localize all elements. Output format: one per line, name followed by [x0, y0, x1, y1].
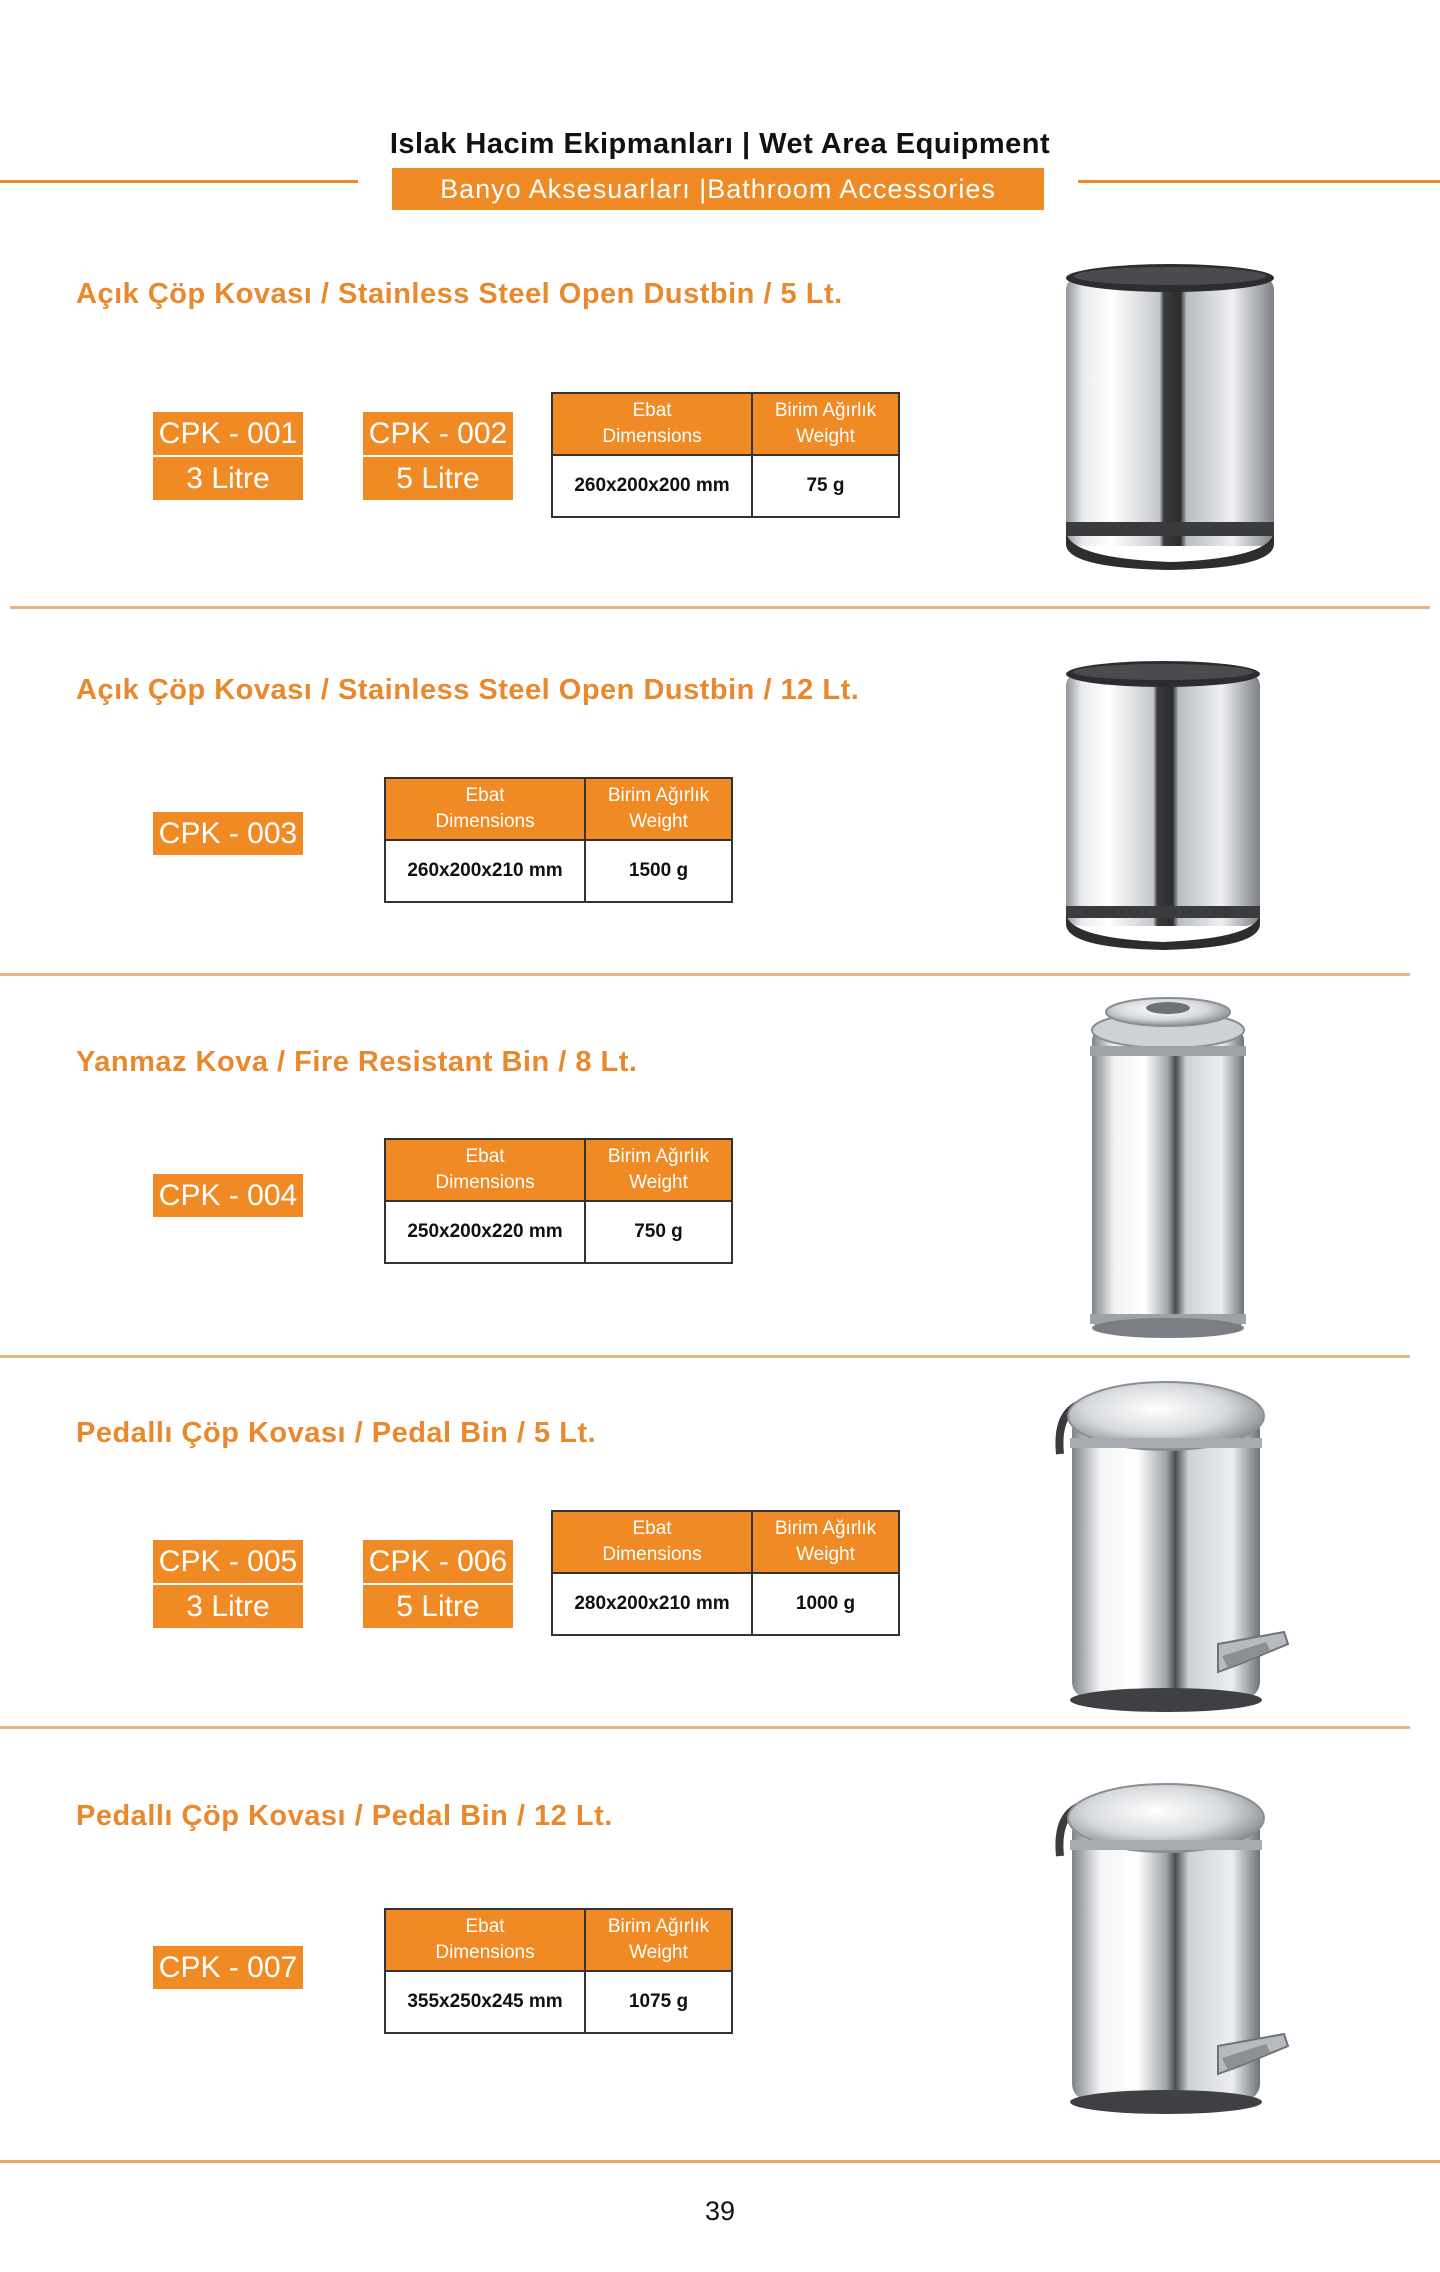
- dimensions-value: 250x200x220 mm: [385, 1201, 585, 1263]
- spec-table: [384, 1908, 733, 2034]
- product-volume: 5 Litre: [363, 457, 513, 500]
- section-divider: [0, 1726, 1410, 1729]
- fire-resistant-bin-icon: [1086, 994, 1250, 1340]
- section-title: Pedallı Çöp Kovası / Pedal Bin / 5 Lt.: [76, 1417, 597, 1449]
- dimensions-value: 260x200x210 mm: [385, 840, 585, 902]
- pedal-bin-icon: [1050, 1374, 1296, 1714]
- weight-header: Birim Ağırlık Weight: [752, 1511, 899, 1573]
- product-code: CPK - 002: [363, 412, 513, 455]
- product-volume: 3 Litre: [153, 457, 303, 500]
- header-line-left: [0, 180, 358, 183]
- weight-value: 1075 g: [585, 1971, 732, 2033]
- product-code-box: [363, 412, 513, 500]
- product-code-box: [153, 812, 303, 855]
- spec-table: [384, 1138, 733, 1264]
- dimensions-header: Ebat Dimensions: [385, 1909, 585, 1971]
- section-title: Açık Çöp Kovası / Stainless Steel Open Dustbin / 12 Lt.: [76, 674, 860, 706]
- product-code-box: [153, 1174, 303, 1217]
- product-code: CPK - 006: [363, 1540, 513, 1583]
- weight-header: Birim Ağırlık Weight: [585, 1139, 732, 1201]
- dimensions-header: Ebat Dimensions: [552, 393, 752, 455]
- product-volume: 5 Litre: [363, 1585, 513, 1628]
- weight-value: 75 g: [752, 455, 899, 517]
- spec-table: [551, 392, 900, 518]
- open-dustbin-icon: [1060, 660, 1266, 950]
- spec-table: [384, 777, 733, 903]
- open-dustbin-icon: [1060, 262, 1280, 570]
- section-title: Açık Çöp Kovası / Stainless Steel Open Dustbin / 5 Lt.: [76, 278, 843, 310]
- product-code: CPK - 004: [153, 1174, 303, 1217]
- spec-table: [551, 1510, 900, 1636]
- product-code-box: [153, 1540, 303, 1628]
- product-code-box: [363, 1540, 513, 1628]
- dimensions-value: 280x200x210 mm: [552, 1573, 752, 1635]
- weight-header: Birim Ağırlık Weight: [585, 778, 732, 840]
- weight-header: Birim Ağırlık Weight: [752, 393, 899, 455]
- footer-divider: [0, 2160, 1440, 2163]
- product-code: CPK - 001: [153, 412, 303, 455]
- product-code-box: [153, 1946, 303, 1989]
- weight-value: 1500 g: [585, 840, 732, 902]
- pedal-bin-icon: [1050, 1776, 1296, 2116]
- dimensions-value: 355x250x245 mm: [385, 1971, 585, 2033]
- dimensions-value: 260x200x200 mm: [552, 455, 752, 517]
- section-title: Yanmaz Kova / Fire Resistant Bin / 8 Lt.: [76, 1046, 638, 1078]
- page-number: 39: [704, 2196, 736, 2226]
- dimensions-header: Ebat Dimensions: [552, 1511, 752, 1573]
- section-title: Pedallı Çöp Kovası / Pedal Bin / 12 Lt.: [76, 1800, 613, 1832]
- weight-value: 1000 g: [752, 1573, 899, 1635]
- product-code: CPK - 003: [153, 812, 303, 855]
- product-code: CPK - 007: [153, 1946, 303, 1989]
- section-divider: [10, 606, 1430, 609]
- section-divider: [0, 973, 1410, 976]
- weight-value: 750 g: [585, 1201, 732, 1263]
- dimensions-header: Ebat Dimensions: [385, 1139, 585, 1201]
- page-header-title: Islak Hacim Ekipmanları | Wet Area Equipment: [389, 128, 1051, 160]
- product-code-box: [153, 412, 303, 500]
- header-line-right: [1078, 180, 1440, 183]
- page-header-subtitle: Banyo Aksesuarları |Bathroom Accessories: [392, 168, 1044, 210]
- dimensions-header: Ebat Dimensions: [385, 778, 585, 840]
- section-divider: [0, 1355, 1410, 1358]
- weight-header: Birim Ağırlık Weight: [585, 1909, 732, 1971]
- product-volume: 3 Litre: [153, 1585, 303, 1628]
- product-code: CPK - 005: [153, 1540, 303, 1583]
